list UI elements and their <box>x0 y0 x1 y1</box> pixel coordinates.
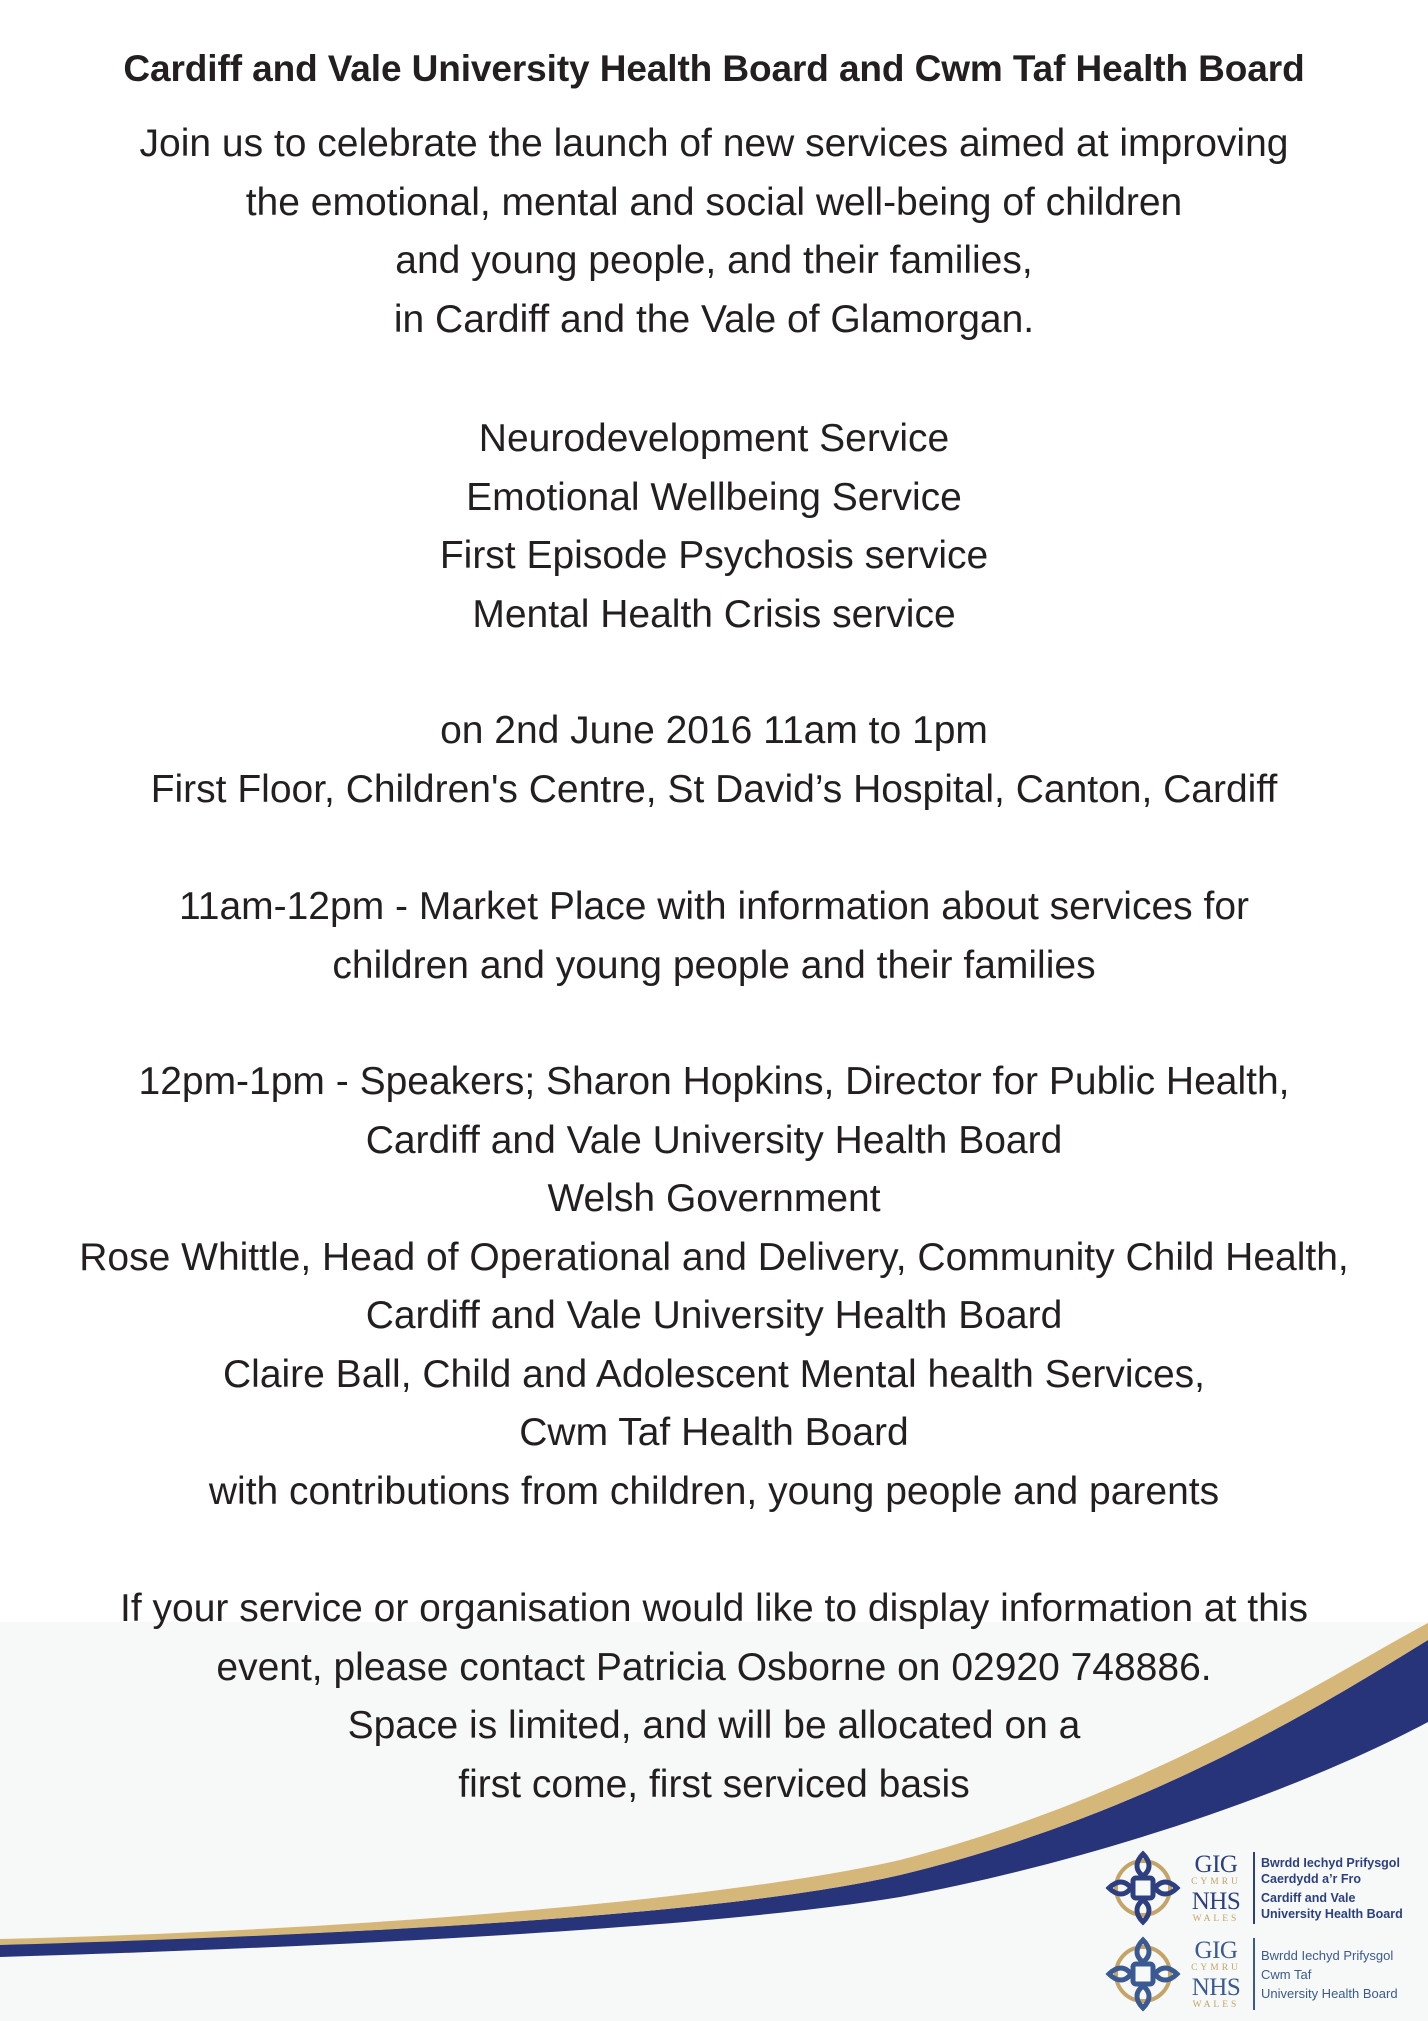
market-place-line: children and young people and their families <box>332 943 1096 987</box>
intro-paragraph <box>0 115 1428 349</box>
services-list <box>0 410 1428 644</box>
contact-line: Space is limited, and will be allocated on a <box>347 1704 1081 1747</box>
gig-cymru-nhs-wales-wordmark: GIG CYMRU NHS WALES <box>1191 1937 1241 2010</box>
speakers-line: Cardiff and Vale University Health Board <box>365 1118 1063 1162</box>
cwm-taf-uhb-logo <box>1105 1934 1425 2014</box>
logo-divider <box>1253 1938 1255 2010</box>
org-welsh-line: Cwm Taf <box>1261 1966 1312 1982</box>
contact-line: If your service or organisation would like to display information at this <box>120 1587 1308 1630</box>
org-name <box>1261 1946 1398 2003</box>
logo-divider <box>1253 1852 1255 1924</box>
event-venue: First Floor, Children's Centre, St David’s Hospital, Canton, Cardiff <box>150 767 1278 811</box>
intro-line: the emotional, mental and social well-being of children <box>245 180 1183 224</box>
speakers-line: with contributions from children, young people and parents <box>208 1469 1220 1513</box>
speakers-line: 12pm-1pm - Speakers; Sharon Hopkins, Director for Public Health, <box>138 1060 1290 1103</box>
contact-line: event, please contact Patricia Osborne on 02920 748886. <box>216 1645 1212 1689</box>
cardiff-vale-uhb-logo <box>1105 1848 1425 1928</box>
contact-info <box>0 1580 1428 1814</box>
speakers-line: Rose Whittle, Head of Operational and Delivery, Community Child Health, <box>79 1235 1349 1279</box>
org-welsh-line: Bwrdd Iechyd Prifysgol <box>1261 1855 1400 1870</box>
celtic-knot-emblem-icon <box>1105 1850 1181 1926</box>
contact-line: first come, first serviced basis <box>458 1762 970 1806</box>
celtic-knot-emblem-icon <box>1105 1936 1181 2012</box>
intro-line: in Cardiff and the Vale of Glamorgan. <box>393 297 1035 341</box>
service-item: First Episode Psychosis service <box>439 534 989 577</box>
poster-title: Cardiff and Vale University Health Board and Cwm Taf Health Board <box>123 48 1305 89</box>
org-welsh-line: Caerdydd a’r Fro <box>1261 1871 1362 1886</box>
intro-line: Join us to celebrate the launch of new services aimed at improving <box>139 122 1289 165</box>
gig-cymru-nhs-wales-wordmark: GIG CYMRU NHS WALES <box>1191 1851 1241 1924</box>
speakers-info <box>0 1053 1428 1521</box>
speakers-line: Cwm Taf Health Board <box>519 1411 909 1454</box>
speakers-line: Claire Ball, Child and Adolescent Mental health Services, <box>222 1352 1206 1396</box>
org-english-line: University Health Board <box>1261 1906 1403 1921</box>
org-english-line: University Health Board <box>1261 1985 1398 2001</box>
event-date-time: on 2nd June 2016 11am to 1pm <box>440 709 988 752</box>
service-item: Neurodevelopment Service <box>478 417 950 460</box>
org-welsh-line: Bwrdd Iechyd Prifysgol <box>1261 1947 1394 1963</box>
market-place-info <box>0 878 1428 995</box>
market-place-line: 11am-12pm - Market Place with information about services for <box>178 885 1250 928</box>
event-details <box>0 702 1428 819</box>
speakers-line: Welsh Government <box>547 1177 881 1220</box>
org-name <box>1261 1855 1403 1922</box>
speakers-line: Cardiff and Vale University Health Board <box>365 1294 1063 1337</box>
org-english-line: Cardiff and Vale <box>1261 1890 1356 1905</box>
logos-area <box>1105 1848 1425 2014</box>
service-item: Emotional Wellbeing Service <box>466 475 962 519</box>
intro-line: and young people, and their families, <box>395 239 1033 282</box>
service-item: Mental Health Crisis service <box>472 592 956 636</box>
